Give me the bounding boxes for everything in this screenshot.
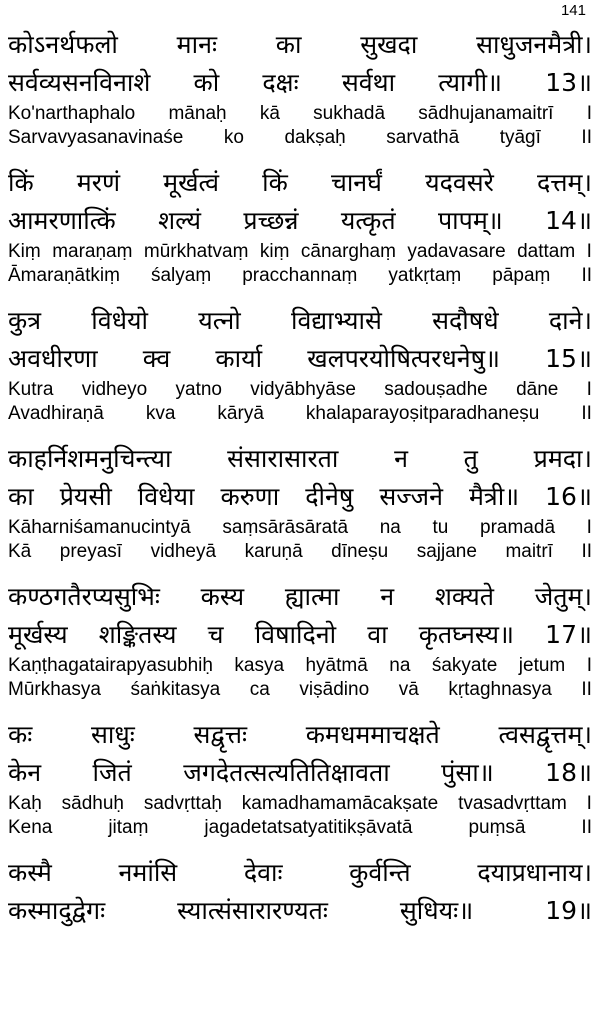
devanagari-line: केन जितं जगदेतत्सत्यतितिक्षावता पुंसा॥ 18॥ — [8, 758, 592, 787]
devanagari-line: कोऽनर्थफलो मानः का सुखदा साधुजनमैत्री। — [8, 30, 592, 59]
devanagari-line: सर्वव्यसनविनाशे को दक्षः सर्वथा त्यागी॥ 13॥ — [8, 68, 592, 97]
devanagari-line: कण्ठगतैरप्यसुभिः कस्य ह्यात्मा न शक्यते जेतुम्। — [8, 582, 592, 611]
transliteration-line: Avadhiraṇā kva kāryā khalaparayoṣitparadhaneṣu II — [8, 403, 592, 424]
devanagari-line: किं मरणं मूर्खत्वं किं चानर्घं यदवसरे दत्तम्। — [8, 168, 592, 197]
devanagari-line: कस्मादुद्वेगः स्यात्संसारारण्यतः सुधियः॥ 19॥ — [8, 896, 592, 925]
verse-block — [8, 26, 592, 150]
transliteration-line: Kaḥ sādhuḥ sadvṛttaḥ kamadhamamācakṣate tvasadvṛttam I — [8, 793, 592, 814]
transliteration-line: Sarvavyasanavinaśe ko dakṣaḥ sarvathā tyāgī II — [8, 127, 592, 148]
devanagari-line: आमरणात्किं शल्यं प्रच्छन्नं यत्कृतं पापम्॥ 14॥ — [8, 206, 592, 235]
devanagari-line: काहर्निशमनुचिन्त्या संसारासारता न तु प्रमदा। — [8, 444, 592, 473]
transliteration-line: Kutra vidheyo yatno vidyābhyāse sadouṣadhe dāne I — [8, 379, 592, 400]
transliteration-line: Kaṇṭhagatairapyasubhiḥ kasya hyātmā na śakyate jetum I — [8, 655, 592, 676]
devanagari-line: मूर्खस्य शङ्कितस्य च विषादिनो वा कृतघ्नस्य॥ 17॥ — [8, 620, 592, 649]
verse-block — [8, 302, 592, 426]
verse-block — [8, 578, 592, 702]
devanagari-line: का प्रेयसी विधेया करुणा दीनेषु सज्जने मैत्री॥ 16॥ — [8, 482, 592, 511]
transliteration-line: Kāharniśamanucintyā saṃsārāsāratā na tu pramadā I — [8, 517, 592, 538]
transliteration-line: Mūrkhasya śaṅkitasya ca viṣādino vā kṛtaghnasya II — [8, 679, 592, 700]
devanagari-line: अवधीरणा क्व कार्या खलपरयोषित्परधनेषु॥ 15॥ — [8, 344, 592, 373]
devanagari-line: कुत्र विधेयो यत्नो विद्याभ्यासे सदौषधे दाने। — [8, 306, 592, 335]
transliteration-line: Ko'narthaphalo mānaḥ kā sukhadā sādhujanamaitrī I — [8, 103, 592, 124]
devanagari-line: कस्मै नमांसि देवाः कुर्वन्ति दयाप्रधानाय। — [8, 858, 592, 887]
transliteration-line: Āmaraṇātkiṃ śalyaṃ pracchannaṃ yatkṛtaṃ pāpaṃ II — [8, 265, 592, 286]
verse-block — [8, 716, 592, 840]
transliteration-line: Kena jitaṃ jagadetatsatyatitikṣāvatā puṃsā II — [8, 817, 592, 838]
transliteration-line: Kiṃ maraṇaṃ mūrkhatvaṃ kiṃ cānarghaṃ yadavasare dattam I — [8, 241, 592, 262]
transliteration-line: Kā preyasī vidheyā karuṇā dīneṣu sajjane maitrī II — [8, 541, 592, 562]
page-number: 141 — [560, 2, 586, 19]
verse-block — [8, 440, 592, 564]
verse-block — [8, 164, 592, 288]
verse-block — [8, 854, 592, 930]
verse-container — [8, 26, 592, 944]
devanagari-line: कः साधुः सद्वृत्तः कमधममाचक्षते त्वसद्वृत्तम्। — [8, 720, 592, 749]
